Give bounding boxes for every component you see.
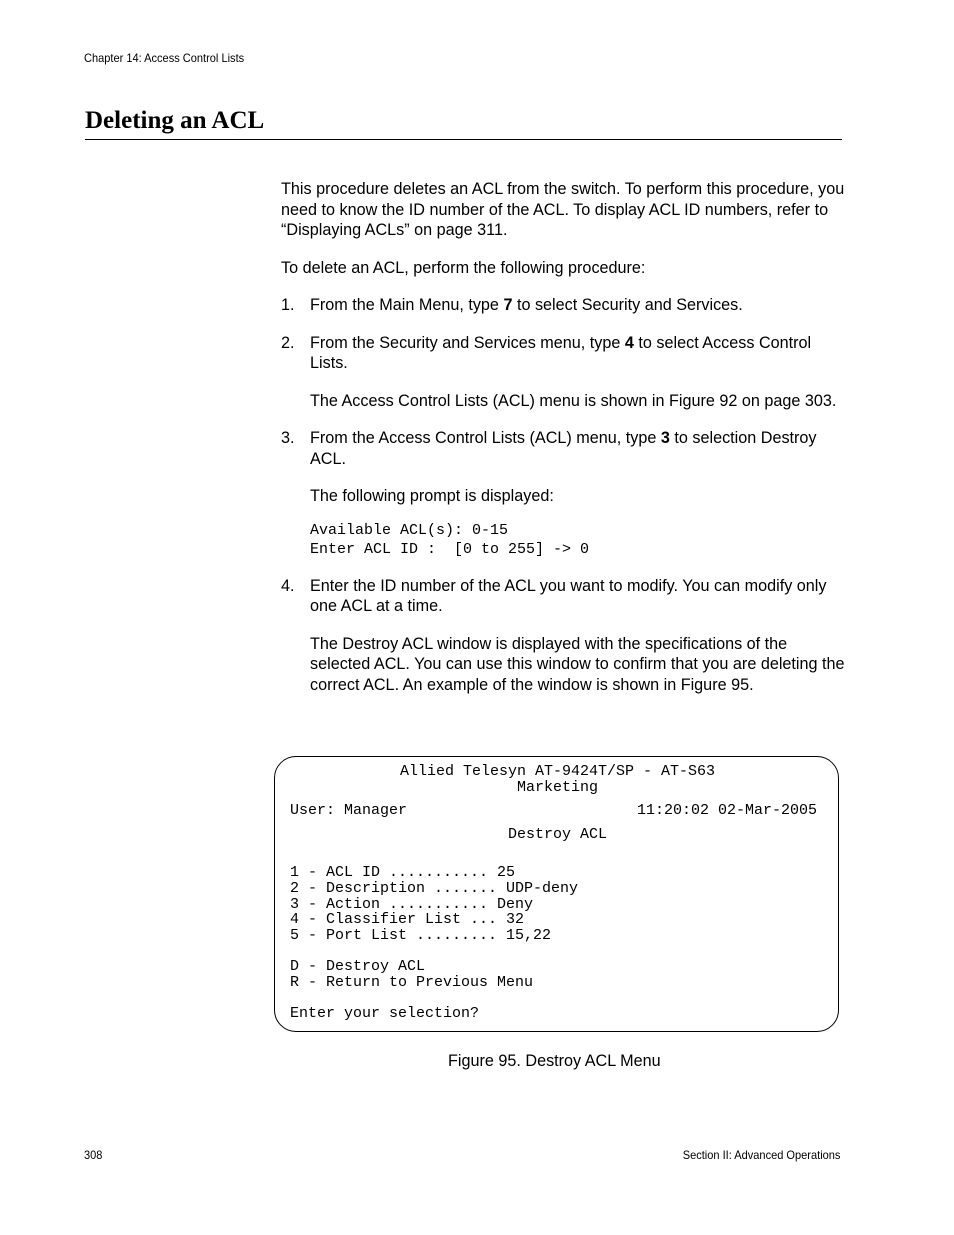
step-text: From the Security and Services menu, type 4 to select Access Control Lists. <box>310 333 812 372</box>
menu-item-description: 2 - Description ....... UDP-deny <box>290 880 579 897</box>
menu-item-action: 3 - Action ........... Deny <box>290 896 534 913</box>
page-number: 308 <box>84 1148 103 1162</box>
destroy-acl-screen <box>274 756 839 1032</box>
step-number: 2. <box>281 333 295 352</box>
step-3 <box>281 428 846 559</box>
step-1 <box>281 295 846 316</box>
code-line: Enter ACL ID : [0 to 255] -> 0 <box>310 540 590 558</box>
step-number: 3. <box>281 429 295 447</box>
menu-key: 3 <box>660 429 670 447</box>
running-footer: Section II: Advanced Operations <box>682 1148 840 1162</box>
step-number: 1. <box>281 296 295 314</box>
step-2 <box>281 333 846 412</box>
menu-item-acl-id: 1 - ACL ID ........... 25 <box>290 864 516 881</box>
step-4 <box>281 576 846 696</box>
lead-paragraph: To delete an ACL, perform the following procedure: <box>281 258 646 277</box>
screen-system-name: Allied Telesyn AT-9424T/SP - AT-S63 <box>400 763 716 780</box>
menu-item-port-list: 5 - Port List ......... 15,22 <box>290 927 552 944</box>
section-title: Deleting an ACL <box>85 107 265 134</box>
step-text: From the Access Control Lists (ACL) menu, type 3 to selection Destroy ACL. <box>310 429 817 468</box>
menu-item-return: R - Return to Previous Menu <box>290 974 534 991</box>
intro-paragraph: This procedure deletes an ACL from the switch. To perform this procedure, you need to know the ID number of the ACL. To display ACL ID numbers, refer to “Displaying ACLs” on page 311. <box>281 180 845 239</box>
menu-key: 4 <box>624 333 634 352</box>
title-rule <box>85 139 842 140</box>
step-note: The following prompt is displayed: <box>310 487 554 505</box>
step-text: Enter the ID number of the ACL you want to modify. You can modify only one ACL at a time. <box>310 576 827 615</box>
prompt-code <box>310 521 846 559</box>
menu-item-destroy: D - Destroy ACL <box>290 958 426 975</box>
code-line: Available ACL(s): 0-15 <box>310 521 509 539</box>
screen-prompt: Enter your selection? <box>290 1005 480 1022</box>
screen-user: User: Manager <box>290 802 408 819</box>
screen-menu-title: Destroy ACL <box>508 826 608 843</box>
screen-location: Marketing <box>517 779 599 796</box>
procedure-body <box>281 179 846 712</box>
figure-caption: Figure 95. Destroy ACL Menu <box>448 1052 661 1070</box>
menu-item-classifier-list: 4 - Classifier List ... 32 <box>290 911 525 928</box>
step-note: The Destroy ACL window is displayed with the specifications of the selected ACL. You can use this window to confirm that you are deleting the correct ACL. An example of the window is shown in Figure 95. <box>310 634 845 694</box>
step-note: The Access Control Lists (ACL) menu is shown in Figure 92 on page 303. <box>310 391 837 410</box>
screen-datetime: 11:20:02 02-Mar-2005 <box>637 802 818 819</box>
menu-key: 7 <box>503 296 513 314</box>
running-header: Chapter 14: Access Control Lists <box>84 51 245 65</box>
step-text: From the Main Menu, type 7 to select Security and Services. <box>310 296 743 314</box>
step-number: 4. <box>281 576 295 595</box>
